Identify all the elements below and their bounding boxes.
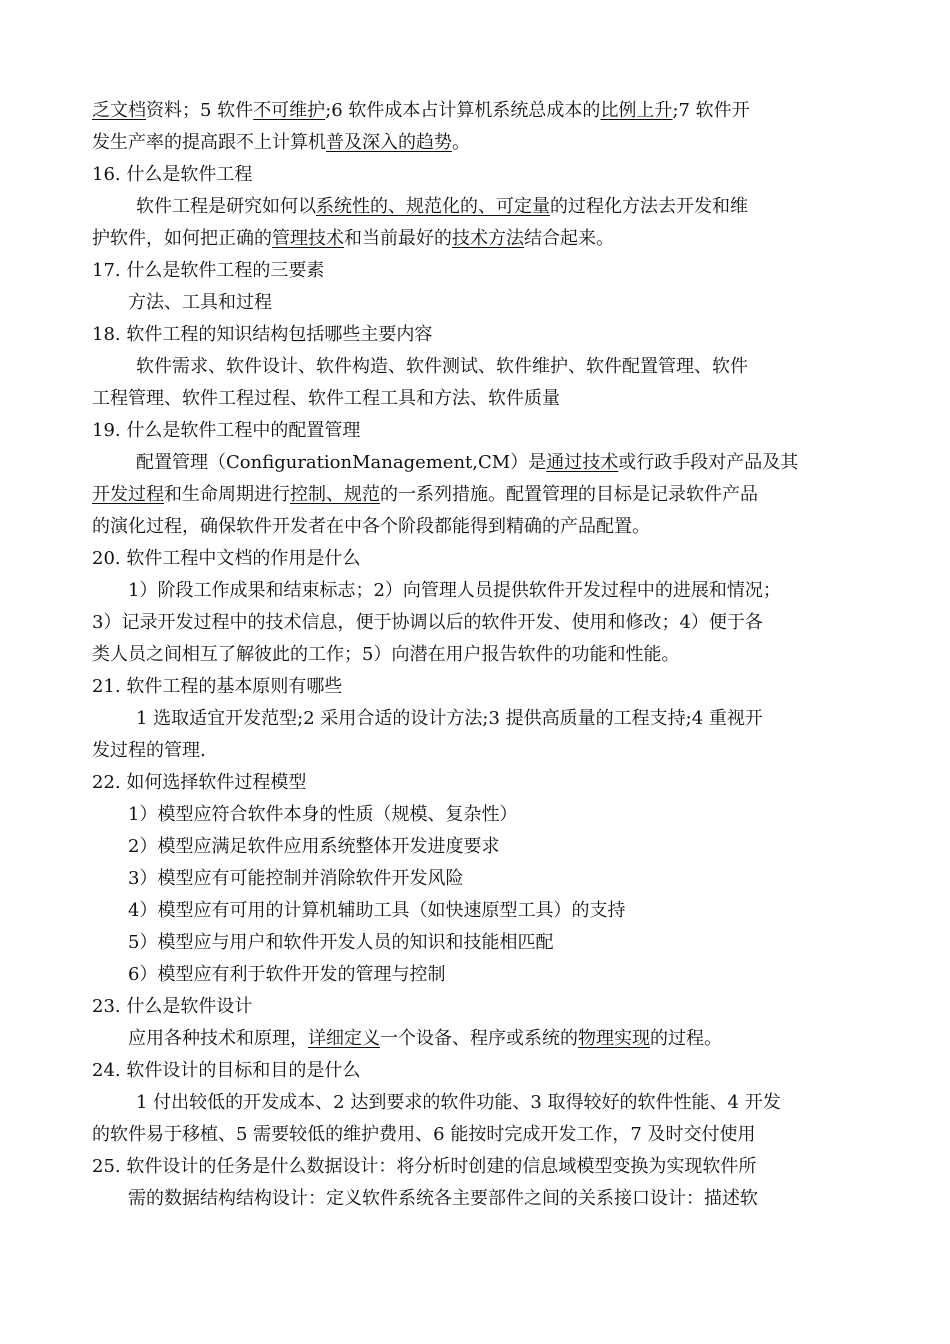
underlined-term: 控制、规范: [290, 484, 380, 505]
text-segment: 的一系列措施。配置管理的目标是记录软件产品: [380, 484, 758, 505]
underlined-term: 管理技术: [272, 228, 344, 249]
answer-line: [92, 383, 870, 415]
question-25: [92, 1151, 870, 1183]
list-item: [128, 831, 870, 863]
list-item: [128, 895, 870, 927]
text-segment: 或行政手段对产品及其: [618, 452, 799, 473]
answer-line: [136, 351, 870, 383]
text-segment: 应用各种技术和原理，: [128, 1028, 308, 1049]
text-segment: 17. 什么是软件工程的三要素: [92, 260, 325, 281]
underlined-term: 普及深入的趋势: [326, 132, 452, 153]
answer-line: [136, 703, 870, 735]
question-21: [92, 671, 870, 703]
text-segment: 22. 如何选择软件过程模型: [92, 772, 307, 793]
underlined-term: 系统性的、规范化的、可定量: [316, 196, 550, 217]
text-segment: 发过程的管理.: [92, 740, 206, 761]
text-segment: 资料；5 软件: [146, 100, 254, 121]
text-segment: 和生命周期进行: [164, 484, 290, 505]
answer-line: [136, 1087, 870, 1119]
question-16: [92, 159, 870, 191]
text-segment: 的演化过程，确保软件开发者在中各个阶段都能得到精确的产品配置。: [92, 516, 650, 537]
text-segment: 软件工程是研究如何以: [136, 196, 316, 217]
text-segment: 25. 软件设计的任务是什么数据设计：将分析时创建的信息域模型变换为实现软件所: [92, 1156, 757, 1177]
text-segment: 1 付出较低的开发成本、2 达到要求的软件功能、3 取得较好的软件性能、4 开发: [136, 1092, 781, 1113]
text-segment: ;6 软件成本占计算机系统总成本的: [325, 100, 601, 121]
underlined-term: 物理实现: [578, 1028, 650, 1049]
text-segment: 类人员之间相互了解彼此的工作；5）向潜在用户报告软件的功能和性能。: [92, 644, 680, 665]
list-item: [128, 799, 870, 831]
answer-line: [92, 639, 870, 671]
underlined-term: 技术方法: [452, 228, 524, 249]
answer-line: [92, 1119, 870, 1151]
text-segment: 3）模型应有可能控制并消除软件开发风险: [128, 868, 464, 889]
text-segment: 5）模型应与用户和软件开发人员的知识和技能相匹配: [128, 932, 554, 953]
text-segment: 2）模型应满足软件应用系统整体开发进度要求: [128, 836, 500, 857]
question-18: [92, 319, 870, 351]
text-segment: 方法、工具和过程: [128, 292, 272, 313]
text-segment: 一个设备、程序或系统的: [380, 1028, 578, 1049]
text-segment: 16. 什么是软件工程: [92, 164, 253, 185]
answer-line: [92, 607, 870, 639]
text-segment: 软件需求、软件设计、软件构造、软件测试、软件维护、软件配置管理、软件: [136, 356, 748, 377]
answer-line: [128, 1023, 870, 1055]
text-segment: 配置管理（ConfigurationManagement,CM）是: [136, 452, 547, 473]
question-24: [92, 1055, 870, 1087]
text-segment: 工程管理、软件工程过程、软件工程工具和方法、软件质量: [92, 388, 560, 409]
list-item: [128, 959, 870, 991]
answer-line: [92, 479, 870, 511]
list-item: [128, 927, 870, 959]
text-segment: 的过程化方法去开发和维: [550, 196, 748, 217]
question-19: [92, 415, 870, 447]
text-segment: 的过程。: [650, 1028, 722, 1049]
answer-line: [128, 575, 870, 607]
answer-line: [136, 191, 870, 223]
answer-line: [136, 447, 870, 479]
text-segment: 需的数据结构结构设计：定义软件系统各主要部件之间的关系接口设计：描述软: [128, 1188, 758, 1209]
underlined-term: 通过技术: [546, 452, 619, 473]
list-item: [128, 863, 870, 895]
body-line: [92, 95, 870, 127]
underlined-term: 开发过程: [92, 484, 164, 505]
text-segment: 发生产率的提高跟不上计算机: [92, 132, 326, 153]
question-17: [92, 255, 870, 287]
text-segment: 的软件易于移植、5 需要较低的维护费用、6 能按时完成开发工作，7 及时交付使用: [92, 1124, 756, 1145]
answer-line: [128, 287, 870, 319]
answer-line: [128, 1183, 870, 1215]
text-segment: 20. 软件工程中文档的作用是什么: [92, 548, 361, 569]
body-line: [92, 127, 870, 159]
text-segment: 1）模型应符合软件本身的性质（规模、复杂性）: [128, 804, 518, 825]
question-23: [92, 991, 870, 1023]
text-segment: 23. 什么是软件设计: [92, 996, 253, 1017]
answer-line: [92, 223, 870, 255]
text-segment: 结合起来。: [524, 228, 614, 249]
question-22: [92, 767, 870, 799]
underlined-term: 详细定义: [308, 1028, 380, 1049]
text-segment: 24. 软件设计的目标和目的是什么: [92, 1060, 361, 1081]
text-segment: ;7 软件开: [672, 100, 750, 121]
text-segment: 18. 软件工程的知识结构包括哪些主要内容: [92, 324, 433, 345]
text-segment: 护软件，如何把正确的: [92, 228, 272, 249]
text-segment: 4）模型应有可用的计算机辅助工具（如快速原型工具）的支持: [128, 900, 626, 921]
text-segment: 6）模型应有利于软件开发的管理与控制: [128, 964, 446, 985]
text-segment: 1）阶段工作成果和结束标志；2）向管理人员提供软件开发过程中的进展和情况；: [128, 580, 781, 601]
underlined-term: 不可维护: [253, 100, 326, 121]
text-segment: 19. 什么是软件工程中的配置管理: [92, 420, 361, 441]
question-20: [92, 543, 870, 575]
text-segment: 。: [452, 132, 470, 153]
answer-line: [92, 735, 870, 767]
text-segment: 3）记录开发过程中的技术信息，便于协调以后的软件开发、使用和修改；4）便于各: [92, 612, 763, 633]
text-segment: 1 选取适宜开发范型;2 采用合适的设计方法;3 提供高质量的工程支持;4 重视开: [136, 708, 763, 729]
text-segment: 21. 软件工程的基本原则有哪些: [92, 676, 343, 697]
answer-line: [92, 511, 870, 543]
underlined-term: 乏文档: [92, 100, 146, 121]
text-segment: 和当前最好的: [344, 228, 452, 249]
underlined-term: 比例上升: [600, 100, 673, 121]
